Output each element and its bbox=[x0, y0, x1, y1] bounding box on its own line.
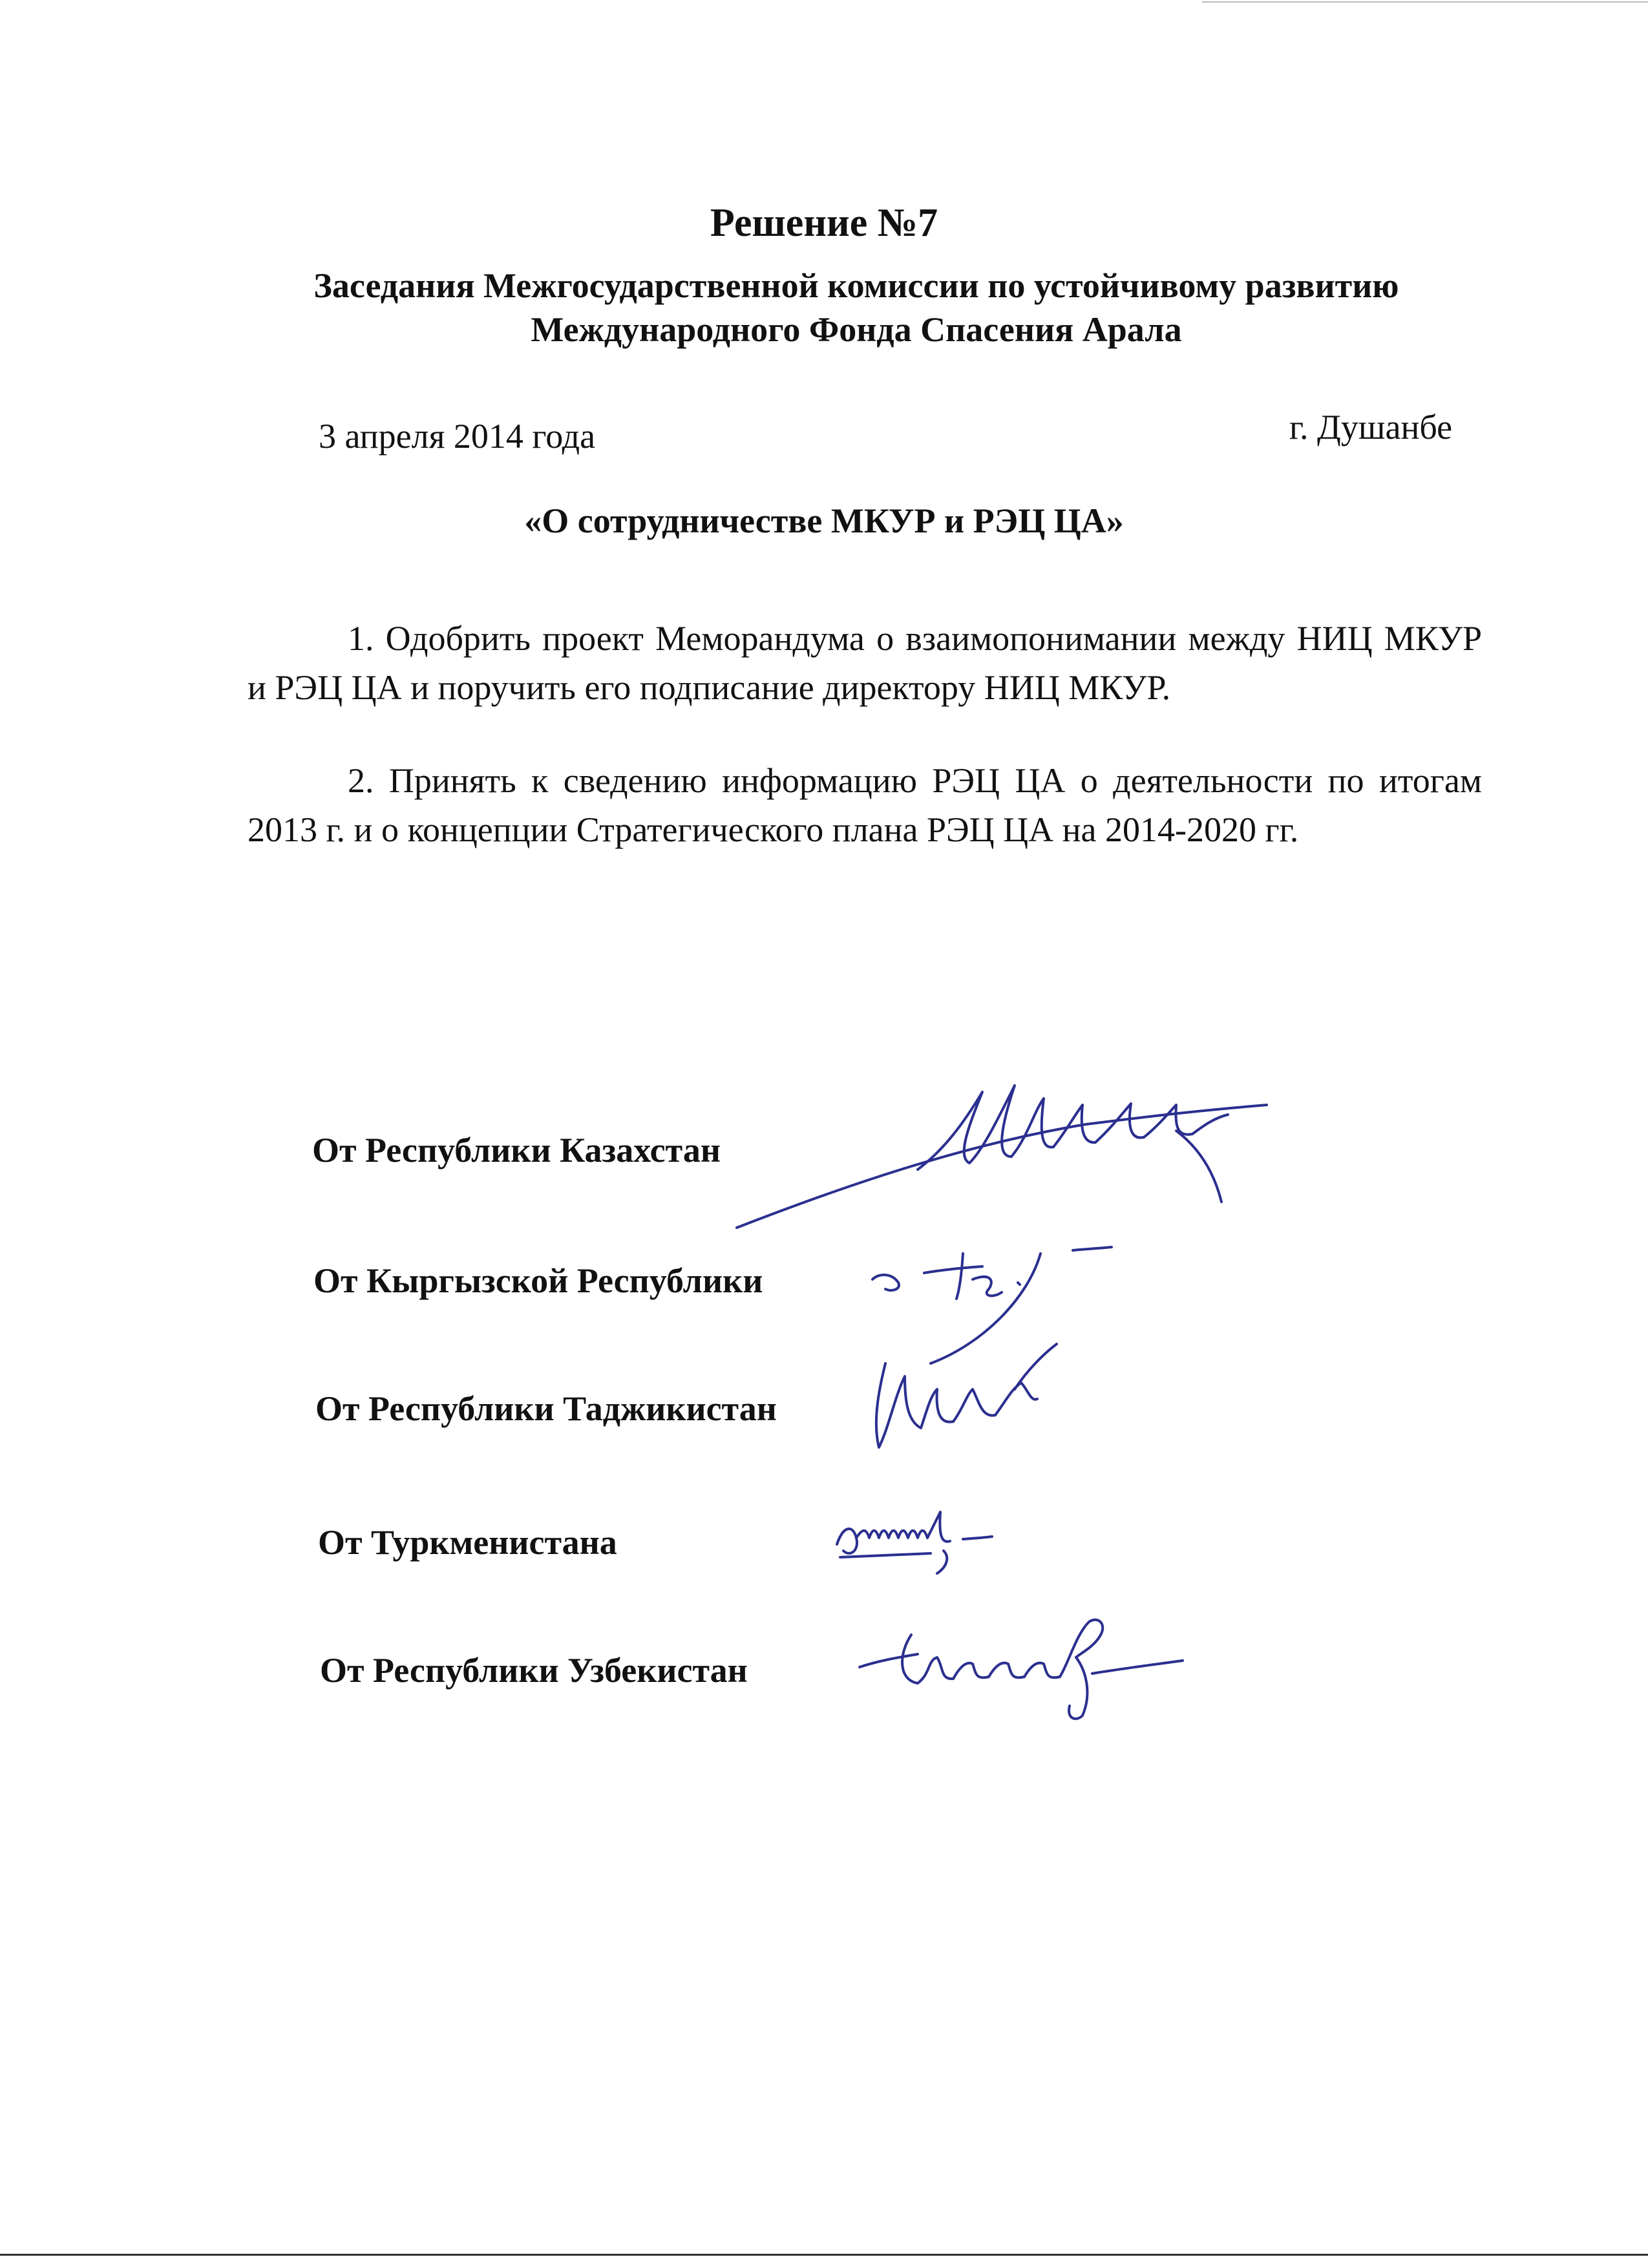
document-title: Решение №7 bbox=[710, 201, 938, 245]
document-subtitle bbox=[194, 264, 1519, 352]
signature-uzbekistan bbox=[853, 1609, 1189, 1725]
decision-item-1: 1. Одобрить проект Меморандума о взаимопонимании между НИЦ МКУР и РЭЦ ЦА и поручить его подписание директору НИЦ МКУР. bbox=[248, 619, 1482, 707]
scan-edge-bottom bbox=[0, 2254, 1648, 2256]
signatory-label-kazakhstan: От Республики Казахстан bbox=[312, 1131, 721, 1170]
signatory-label-tajikistan: От Республики Таджикистан bbox=[315, 1389, 777, 1428]
document-city: г. Душанбе bbox=[1289, 408, 1453, 446]
signatory-label-kyrgyzstan: От Кыргызской Республики bbox=[313, 1261, 763, 1300]
decision-topic: «О сотрудничестве МКУР и РЭЦ ЦА» bbox=[524, 501, 1124, 540]
subtitle-line-2: Международного Фонда Спасения Арала bbox=[531, 310, 1182, 349]
signature-kazakhstan bbox=[724, 1073, 1286, 1241]
signatory-label-turkmenistan: От Туркменистана bbox=[318, 1523, 617, 1562]
signatory-label-uzbekistan: От Республики Узбекистан bbox=[320, 1651, 748, 1690]
scan-edge-top bbox=[1202, 1, 1648, 3]
document-date: 3 апреля 2014 года bbox=[319, 417, 596, 456]
signature-turkmenistan bbox=[830, 1499, 998, 1583]
decision-item-2: 2. Принять к сведению информацию РЭЦ ЦА о деятельности по итогам 2013 г. и о концепции Стратегического плана РЭЦ ЦА на 2014-2020 гг. bbox=[248, 761, 1482, 849]
subtitle-line-1: Заседания Межгосударственной комиссии по устойчивому развитию bbox=[313, 266, 1399, 305]
signature-tajikistan bbox=[866, 1338, 1060, 1467]
